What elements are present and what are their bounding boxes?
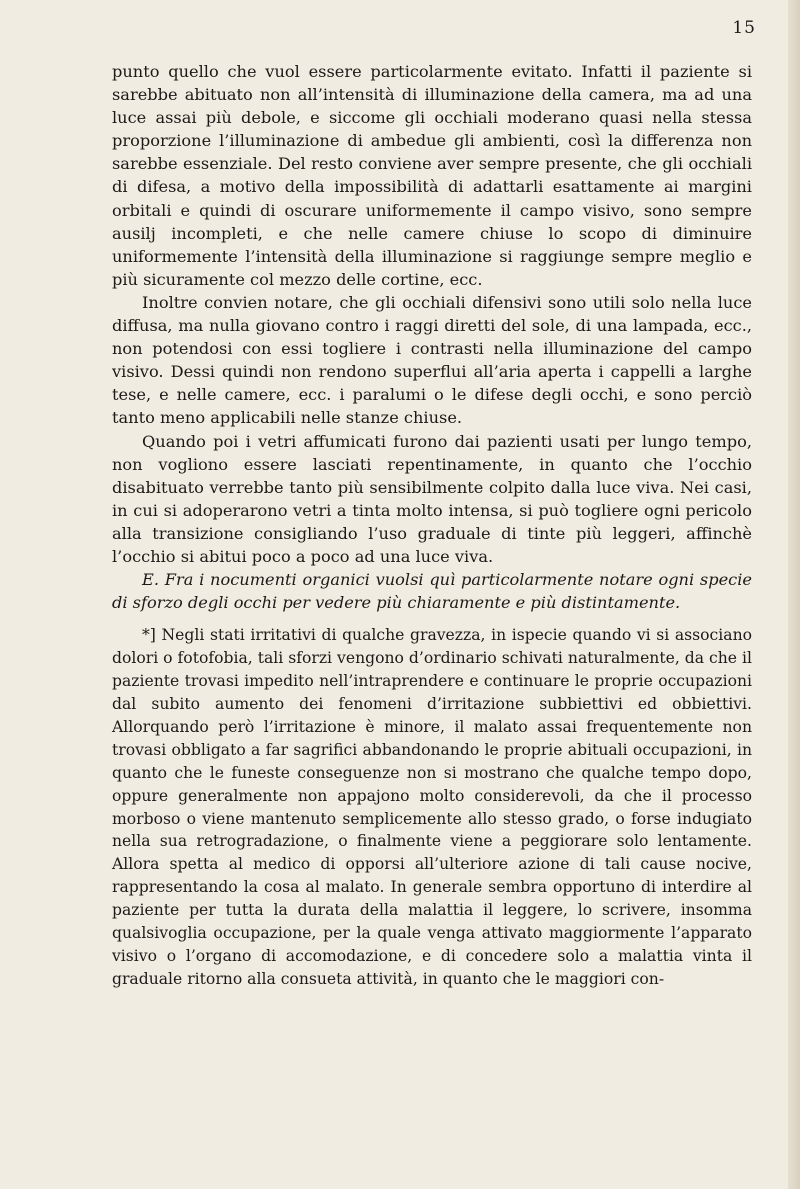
page-edge: [788, 0, 800, 1189]
paragraph-irritative-states: *] Negli stati irritativi di qualche gravezza, in ispecie quando vi si associano dolori o fotofobia, tali sforzi vengono d’ordinario schivati naturalmente, da che il paziente trovasi impedito nell’intraprendere e continuare le proprie occupazioni dal subito aumento dei fenomeni d’irritazione subbiettivi ed obbiettivi. Allorquando però l’irritazione è minore, il malato assai frequentemente non trovasi obbligato a far sagrifici abbandonando le proprie abituali occupazioni, in quanto che le funeste conseguenze non si mostrano che qualche tempo dopo, oppure generalmente non appajono molto considerevoli, da che il processo morboso o viene mantenuto semplicemente allo stesso grado, o forse indugiato nella sua retrogradazione, o finalmente viene a peggiorare solo lentamente. Allora spetta al medico di opporsi all’ulteriore azione di tali cause nocive, rappresentando la cosa al malato. In generale sembra opportuno di interdire al paziente per tutta la durata della malattia il leggere, lo scrivere, insomma qualsivoglia occupazione, per la quale venga attivato maggiormente l’apparato visivo o l’organo di accomodazione, e di concedere solo a malattia vinta il graduale ritorno alla consueta attività, in quanto che le maggiori con-: [112, 626, 752, 988]
section-e-heading: E. Fra i nocumenti organici vuolsi quì particolarmente notare ogni specie di sforzo degli occhi per vedere più chiaramente e più distintamente.: [112, 570, 752, 613]
paragraph-continuation: punto quello che vuol essere particolarmente evitato. Infatti il paziente si sarebbe abituato non all’intensità di illuminazione della camera, ma ad una luce assai più debole, e siccome gli occhiali moderano quasi nella stessa proporzione l’illuminazione di ambedue gli ambienti, così la differenza non sarebbe essenziale. Del resto conviene aver sempre presente, che gli occhiali di difesa, a motivo della impossibilità di adattarli esattamente ai margini orbitali e quindi di oscurare uniformemente il campo visivo, sono sempre ausilj incompleti, e che nelle camere chiuse lo scopo di diminuire uniformemente l’intensità della illuminazione si raggiunge sempre meglio e più sicuramente col mezzo delle cortine, ecc.: [112, 62, 752, 289]
page-number: 15: [732, 18, 756, 38]
page-body: [112, 60, 752, 991]
paragraph-smoked-glasses: Quando poi i vetri affumicati furono dai pazienti usati per lungo tempo, non vogliono essere lasciati repentinamente, in quanto che l’occhio disabituato verrebbe tanto più sensibilmente colpito dalla luce viva. Nei casi, in cui si adoperarono vetri a tinta molto intensa, si può togliere ogni pericolo alla transizione consigliando l’uso graduale di tinte più leggeri, affinchè l’occhio si abitui poco a poco ad una luce viva.: [112, 431, 752, 566]
paragraph-diffuse-light: Inoltre convien notare, che gli occhiali difensivi sono utili solo nella luce diffusa, ma nulla giovano contro i raggi diretti del sole, di una lampada, ecc., non potendosi con essi togliere i contrasti nella illuminazione del campo visivo. Dessi quindi non rendono superflui all’aria aperta i cappelli a larghe tese, e nelle camere, ecc. i paralumi o le difese degli occhi, e sono perciò tanto meno applicabili nelle stanze chiuse.: [112, 292, 752, 428]
